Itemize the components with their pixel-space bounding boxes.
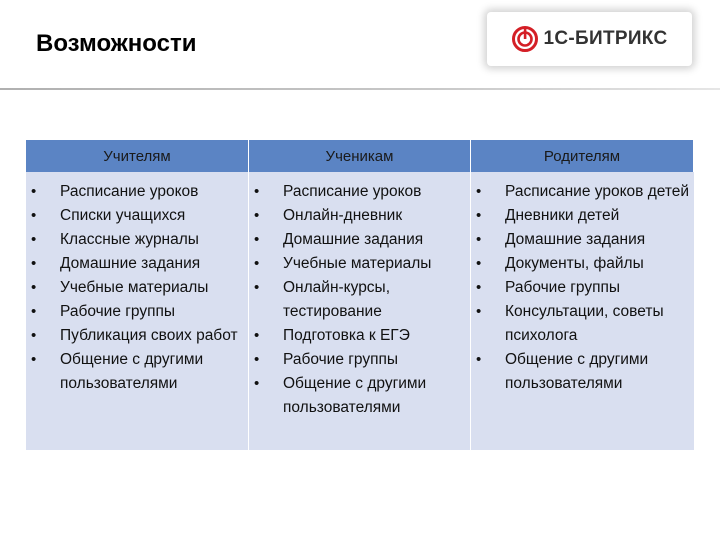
list-item: • Публикация своих работ — [26, 324, 244, 348]
list-item: • Списки учащихся — [26, 204, 244, 228]
feature-list-teachers — [26, 180, 244, 396]
column-cell-students — [249, 172, 471, 450]
list-item: • Дневники детей — [471, 204, 690, 228]
page-title: Возможности — [36, 30, 197, 57]
bitrix-logo — [487, 12, 692, 66]
list-item: • Домашние задания — [249, 228, 466, 252]
list-item: • Рабочие группы — [471, 276, 690, 300]
features-table — [26, 140, 694, 450]
list-item: • Онлайн-курсы, тестирование — [249, 276, 466, 324]
list-item: • Консультации, советы психолога — [471, 300, 690, 348]
logo-text: 1С-БИТРИКС — [543, 28, 668, 49]
list-item: • Домашние задания — [26, 252, 244, 276]
list-item: • Учебные материалы — [26, 276, 244, 300]
list-item: • Онлайн-дневник — [249, 204, 466, 228]
list-item: • Документы, файлы — [471, 252, 690, 276]
header-divider — [0, 88, 720, 90]
column-cell-teachers — [26, 172, 249, 450]
column-cell-parents — [471, 172, 694, 450]
column-header-students: Ученикам — [249, 140, 471, 172]
list-item: • Общение с другими пользователями — [26, 348, 244, 396]
list-item: • Подготовка к ЕГЭ — [249, 324, 466, 348]
list-item: • Расписание уроков — [249, 180, 466, 204]
list-item: • Рабочие группы — [249, 348, 466, 372]
list-item: • Общение с другими пользователями — [249, 372, 466, 420]
list-item: • Домашние задания — [471, 228, 690, 252]
list-item: • Учебные материалы — [249, 252, 466, 276]
list-item: • Общение с другими пользователями — [471, 348, 690, 396]
list-item: • Расписание уроков — [26, 180, 244, 204]
column-header-parents: Родителям — [471, 140, 694, 172]
list-item: • Рабочие группы — [26, 300, 244, 324]
bitrix-logo-icon — [512, 26, 538, 52]
column-header-teachers: Учителям — [26, 140, 249, 172]
feature-list-parents — [471, 180, 690, 396]
list-item: • Расписание уроков детей — [471, 180, 690, 204]
list-item: • Классные журналы — [26, 228, 244, 252]
feature-list-students — [249, 180, 466, 420]
